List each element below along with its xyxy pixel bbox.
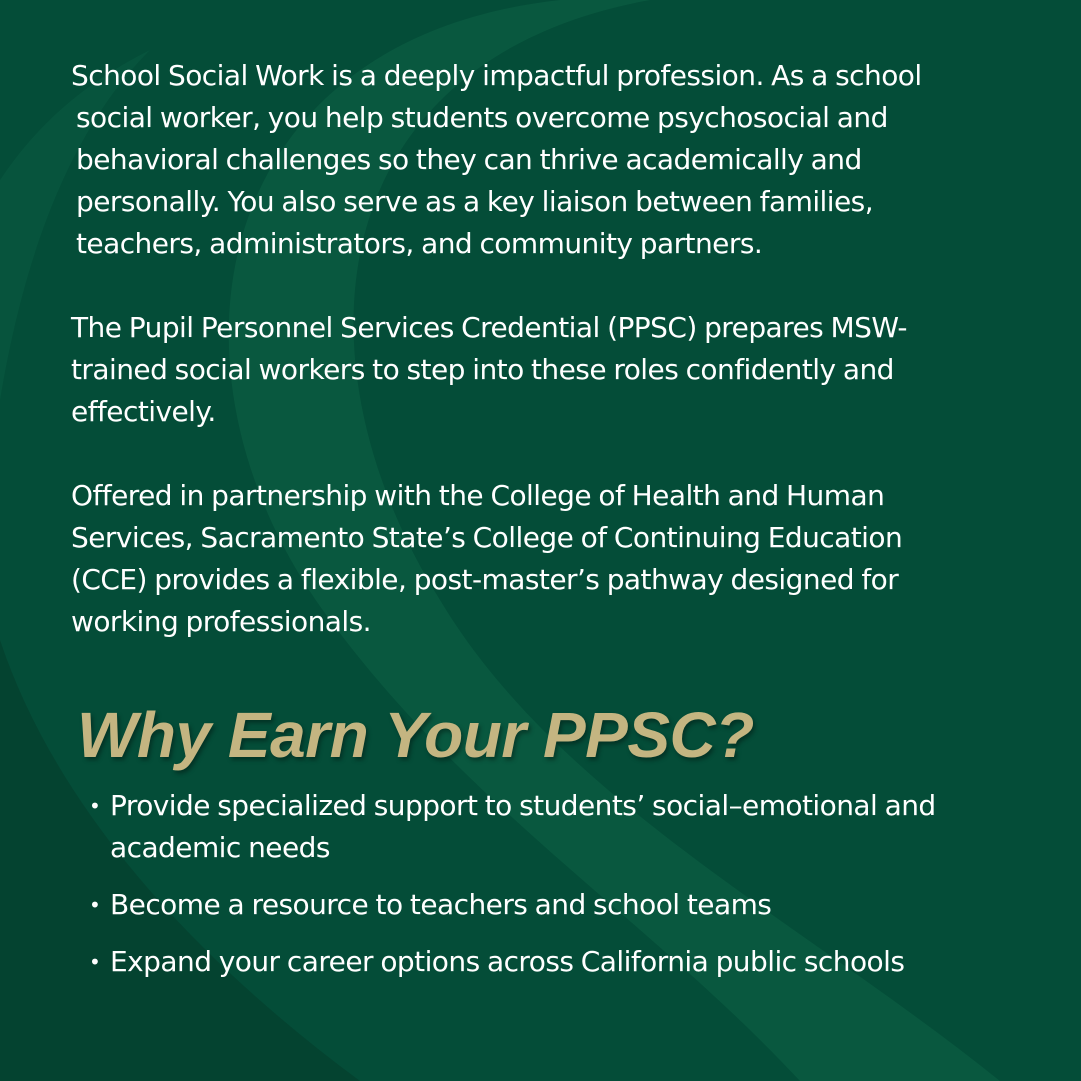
benefit-text: Become a resource to teachers and school teams: [110, 888, 772, 921]
intro-paragraph-2: The Pupil Personnel Services Credential (PPSC) prepares MSW-trained social workers to step into these roles confidently and effectively.: [71, 311, 907, 428]
benefit-item: [89, 785, 971, 869]
bullet-icon: •: [89, 950, 101, 974]
benefit-item: [89, 941, 971, 983]
benefit-text: Expand your career options across California public schools: [110, 945, 905, 978]
benefit-item: [89, 884, 971, 926]
content-column: [71, 55, 971, 983]
benefits-list: [71, 785, 971, 983]
intro-paragraph-3: Offered in partnership with the College of Health and Human Services, Sacramento State’s College of Continuing Education (CCE) provides a flexible, post-master’s pathway designed for working professionals.: [71, 479, 903, 638]
intro-paragraph-1: School Social Work is a deeply impactful profession. As a school social worker, you help students overcome psychosocial and behavioral challenges so they can thrive academically and personally. You also serve as a key liaison between families, teachers, administrators, and community partners.: [71, 59, 922, 260]
section-heading: Why Earn Your PPSC?: [77, 699, 754, 771]
benefit-text: Provide specialized support to students’ social–emotional and academic needs: [110, 789, 936, 864]
bullet-icon: •: [89, 893, 101, 917]
bullet-icon: •: [89, 794, 101, 818]
